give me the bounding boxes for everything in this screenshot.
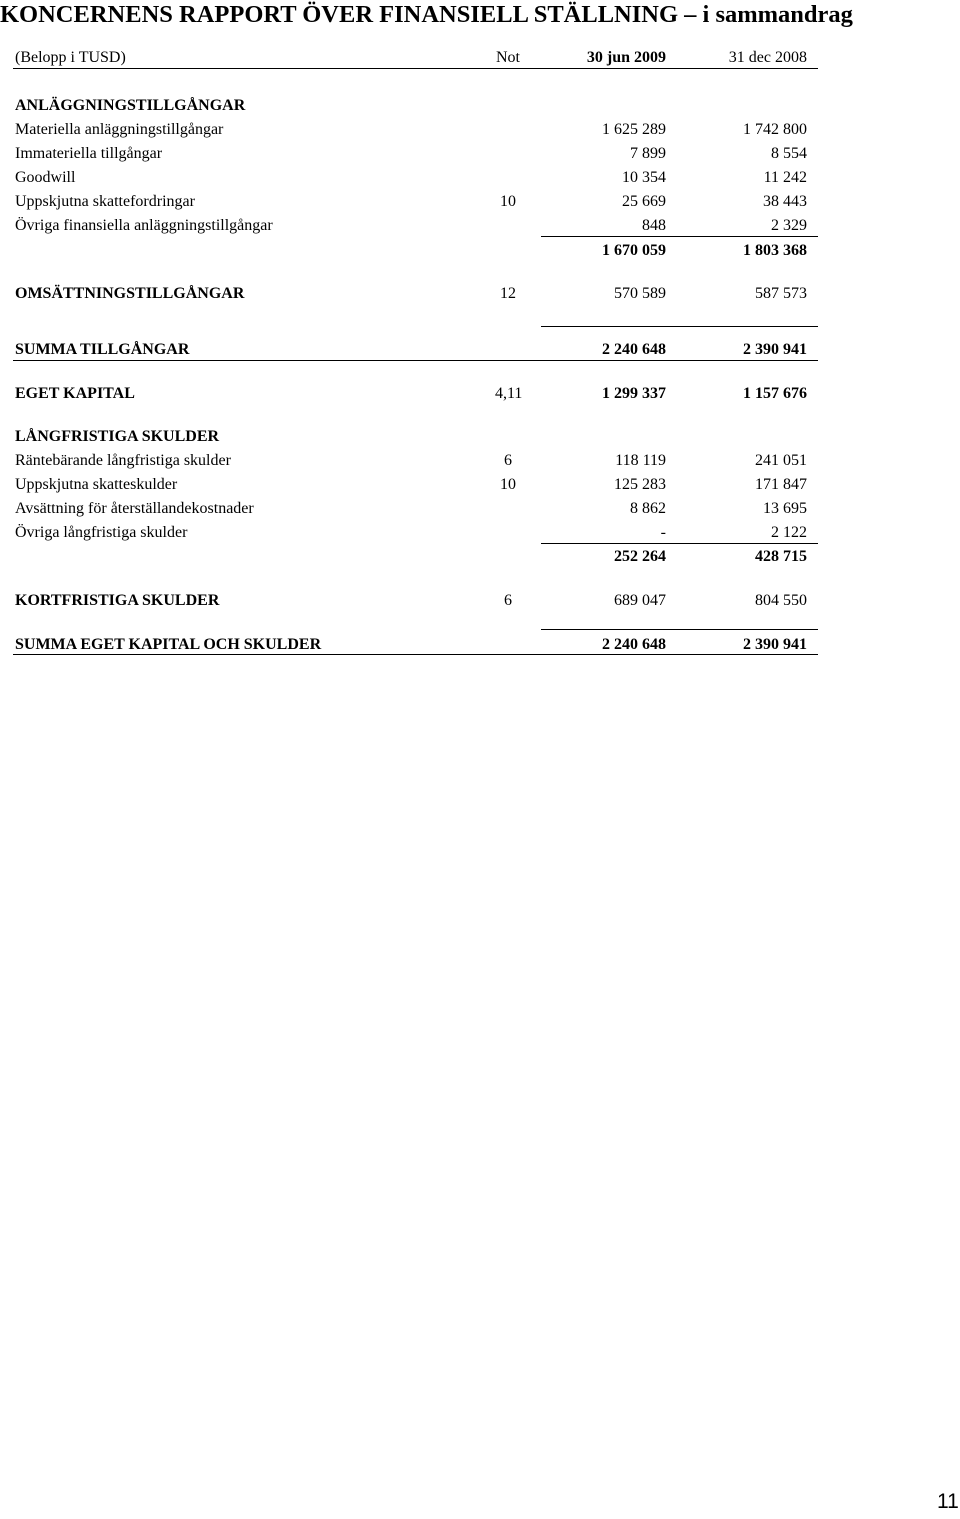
page-number: 11 xyxy=(937,1490,959,1513)
row-value-2009: 7 899 xyxy=(630,145,666,162)
row-value-2008: 2 329 xyxy=(771,217,807,234)
row-note: 10 xyxy=(500,193,516,210)
row-value-2008: 38 443 xyxy=(763,193,807,210)
row-value-2008: 804 550 xyxy=(755,592,807,609)
table-row xyxy=(15,589,818,613)
row-note: 6 xyxy=(504,452,512,469)
table-row xyxy=(15,382,818,406)
row-value-2009: 570 589 xyxy=(614,285,666,302)
row-value-2008: 587 573 xyxy=(755,285,807,302)
header-rule xyxy=(13,68,818,69)
row-value-2008: 13 695 xyxy=(763,500,807,517)
table-row xyxy=(15,190,818,214)
table-row xyxy=(15,166,818,190)
row-value-2009: 118 119 xyxy=(615,452,666,469)
row-value-2009: 8 862 xyxy=(630,500,666,517)
row-value-2009: 125 283 xyxy=(614,476,666,493)
row-note: 4,11 xyxy=(495,385,523,402)
current-assets-label: OMSÄTTNINGSTILLGÅNGAR xyxy=(15,285,245,302)
table-row xyxy=(15,473,818,497)
row-label: Uppskjutna skattefordringar xyxy=(15,193,195,210)
row-value-2008: 8 554 xyxy=(771,145,807,162)
longterm-heading: LÅNGFRISTIGA SKULDER xyxy=(15,428,220,445)
grand-total-value-2009: 2 240 648 xyxy=(602,636,666,653)
subtotal-row xyxy=(15,545,818,569)
row-value-2009: 10 354 xyxy=(622,169,666,186)
row-value-2008: 171 847 xyxy=(755,476,807,493)
row-label: Materiella anläggningstillgångar xyxy=(15,121,224,138)
row-note: 6 xyxy=(504,592,512,609)
table-row xyxy=(15,521,818,545)
row-label: Övriga finansiella anläggningstillgångar xyxy=(15,217,273,234)
unit-label: (Belopp i TUSD) xyxy=(15,49,126,66)
subtotal-value-2008: 1 803 368 xyxy=(743,242,807,259)
grand-total-rule xyxy=(13,654,818,655)
total-value-2008: 2 390 941 xyxy=(743,341,807,358)
subtotal-row xyxy=(15,239,818,263)
row-value-2008: 1 157 676 xyxy=(743,385,807,402)
row-note: 10 xyxy=(500,476,516,493)
equity-label: EGET KAPITAL xyxy=(15,385,135,402)
row-value-2009: - xyxy=(660,524,666,541)
row-value-2008: 241 051 xyxy=(755,452,807,469)
section-heading xyxy=(15,94,818,118)
row-value-2009: 1 299 337 xyxy=(602,385,666,402)
subtotal-value-2009: 252 264 xyxy=(614,548,666,565)
row-value-2008: 1 742 800 xyxy=(743,121,807,138)
col2-header: 31 dec 2008 xyxy=(728,49,807,66)
row-value-2009: 25 669 xyxy=(622,193,666,210)
subtotal-value-2009: 1 670 059 xyxy=(602,242,666,259)
note-header: Not xyxy=(496,49,520,66)
total-top-rule xyxy=(541,629,818,630)
table-row xyxy=(15,118,818,142)
subtotal-value-2008: 428 715 xyxy=(755,548,807,565)
total-assets-label: SUMMA TILLGÅNGAR xyxy=(15,341,190,358)
table-row xyxy=(15,214,818,238)
total-row xyxy=(15,338,818,362)
row-note: 12 xyxy=(500,285,516,302)
row-value-2009: 848 xyxy=(642,217,666,234)
row-label: Avsättning för återställandekostnader xyxy=(15,500,254,517)
row-label: Uppskjutna skatteskulder xyxy=(15,476,178,493)
grand-total-value-2008: 2 390 941 xyxy=(743,636,807,653)
subtotal-rule xyxy=(541,236,818,237)
total-value-2009: 2 240 648 xyxy=(602,341,666,358)
row-value-2008: 2 122 xyxy=(771,524,807,541)
row-value-2009: 1 625 289 xyxy=(602,121,666,138)
row-value-2008: 11 242 xyxy=(763,169,807,186)
shortterm-label: KORTFRISTIGA SKULDER xyxy=(15,592,220,609)
table-row xyxy=(15,449,818,473)
col1-header: 30 jun 2009 xyxy=(586,49,666,66)
table-row xyxy=(15,497,818,521)
noncurrent-assets-heading: ANLÄGGNINGSTILLGÅNGAR xyxy=(15,97,246,114)
total-bottom-rule xyxy=(13,360,818,361)
row-label: Övriga långfristiga skulder xyxy=(15,524,188,541)
grand-total-label: SUMMA EGET KAPITAL OCH SKULDER xyxy=(15,636,322,653)
section-heading xyxy=(15,425,818,449)
subtotal-rule xyxy=(541,543,818,544)
row-label: Goodwill xyxy=(15,169,76,186)
table-row xyxy=(15,142,818,166)
table-header xyxy=(15,46,818,70)
table-row xyxy=(15,282,818,306)
total-top-rule xyxy=(541,326,818,327)
report-title: KONCERNENS RAPPORT ÖVER FINANSIELL STÄLLNING – i sammandrag xyxy=(0,1,853,28)
row-label: Räntebärande långfristiga skulder xyxy=(15,452,231,469)
row-label: Immateriella tillgångar xyxy=(15,145,163,162)
row-value-2009: 689 047 xyxy=(614,592,666,609)
